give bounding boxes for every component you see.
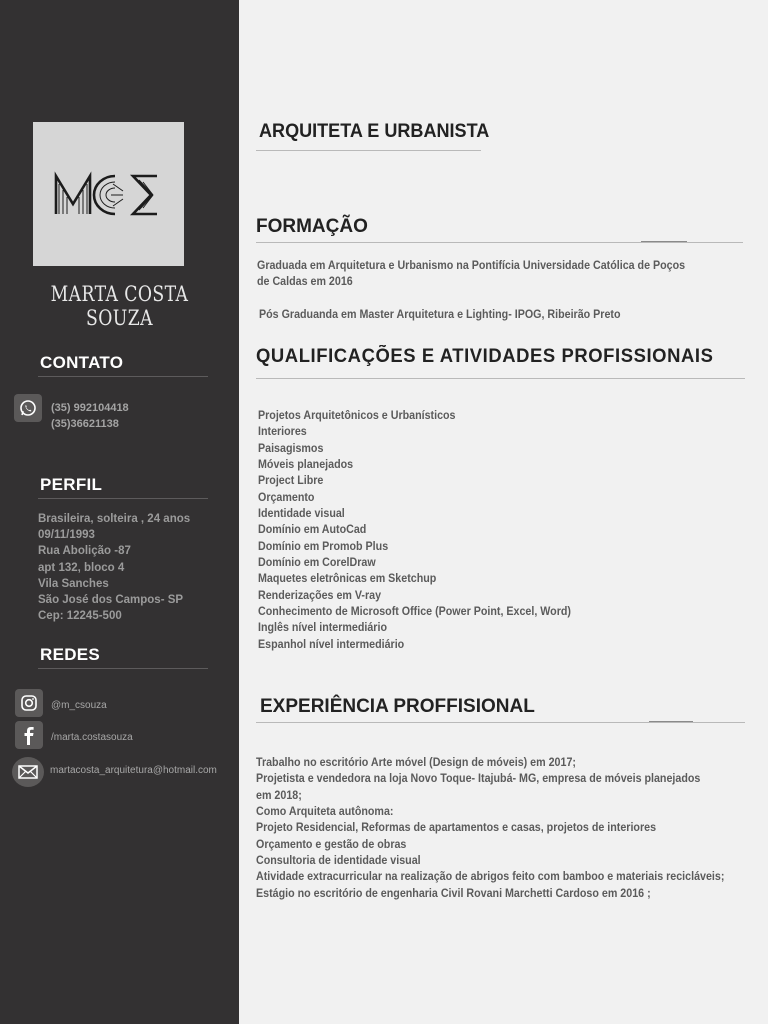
phone-number: (35) 992104418 [51, 402, 129, 414]
person-name: MARTA COSTA SOUZA [50, 282, 189, 330]
social-heading: REDES [40, 645, 101, 664]
facebook-icon[interactable] [15, 721, 43, 749]
envelope-icon[interactable] [12, 757, 44, 787]
education-divider [256, 242, 743, 243]
education-text [257, 258, 685, 291]
profile-line: Vila Sanches [38, 577, 109, 590]
list-item: Domínio em Promob Plus [258, 540, 389, 553]
profile-line: Brasileira, solteira , 24 anos [38, 513, 191, 525]
list-item: Identidade visual [258, 508, 345, 521]
sidebar [0, 0, 239, 1024]
education-divider-accent [641, 241, 687, 242]
education-line: de Caldas em 2016 [257, 276, 353, 289]
logo [33, 122, 184, 266]
experience-line: Consultoria de identidade visual [256, 855, 421, 868]
experience-line: Orçamento e gestão de obras [256, 838, 407, 851]
experience-divider [256, 722, 745, 723]
social-divider [38, 668, 208, 669]
list-item: Project Libre [258, 475, 324, 488]
profile-heading: PERFIL [40, 475, 103, 494]
profile-line: Rua Abolição -87 [38, 545, 131, 558]
postgrad-line: Pós Graduanda em Master Arquitetura e Lighting- IPOG, Ribeirão Preto [259, 309, 621, 321]
list-item: Renderizações em V-ray [258, 589, 382, 602]
experience-line: Trabalho no escritório Arte móvel (Design de móveis) em 2017; [256, 757, 576, 769]
experience-line: Projetista e vendedora na loja Novo Toque- Itajubá- MG, empresa de móveis planejados [256, 773, 701, 786]
education-line: Graduada em Arquitetura e Urbanismo na Pontifícia Universidade Católica de Poços [257, 260, 686, 272]
list-item: Móveis planejados [258, 459, 354, 472]
contact-divider [38, 376, 208, 377]
list-item: Domínio em AutoCad [258, 524, 367, 537]
page-title: ARQUITETA E URBANISTA [259, 121, 490, 142]
list-item: Inglês nível intermediário [258, 622, 387, 635]
main-content [239, 0, 768, 1024]
profile-line: 09/11/1993 [38, 529, 95, 542]
email-address[interactable]: martacosta_arquitetura@hotmail.com [50, 765, 217, 776]
list-item: Domínio em CorelDraw [258, 557, 376, 570]
mcs-monogram-logo [53, 170, 165, 216]
instagram-icon[interactable] [15, 689, 43, 717]
contact-heading: CONTATO [40, 353, 124, 372]
list-item: Interiores [258, 426, 307, 439]
experience-line: Como Arquiteta autônoma: [256, 806, 394, 819]
experience-line: Projeto Residencial, Reformas de apartamentos e casas, projetos de interiores [256, 822, 657, 835]
list-item: Projetos Arquitetônicos e Urbanísticos [258, 410, 456, 422]
instagram-handle[interactable]: @m_csouza [51, 700, 107, 711]
profile-details [38, 511, 190, 624]
qualifications-divider [256, 378, 745, 379]
experience-line: Estágio no escritório de engenharia Civil Rovani Marchetti Cardoso em 2016 ; [256, 887, 651, 900]
list-item: Orçamento [258, 491, 315, 504]
phone-number: (35)36621138 [51, 418, 119, 431]
profile-divider [38, 498, 208, 499]
facebook-handle[interactable]: /marta.costasouza [51, 732, 133, 743]
list-item: Maquetes eletrônicas em Sketchup [258, 573, 437, 586]
list-item: Espanhol nível intermediário [258, 638, 405, 651]
title-divider [256, 150, 481, 151]
profile-line: apt 132, bloco 4 [38, 561, 125, 574]
education-heading: FORMAÇÃO [256, 216, 368, 237]
experience-text [256, 755, 724, 902]
phone-list [51, 400, 129, 432]
list-item: Paisagismos [258, 442, 324, 455]
experience-line: em 2018; [256, 789, 302, 802]
experience-divider-accent [649, 721, 693, 722]
profile-line: Cep: 12245-500 [38, 610, 122, 623]
profile-line: São José dos Campos- SP [38, 594, 184, 607]
qualifications-heading: QUALIFICAÇÕES E ATIVIDADES PROFISSIONAIS [256, 346, 714, 367]
experience-line: Atividade extracurricular na realização de abrigos feito com bamboo e materiais recicláveis; [256, 871, 725, 884]
whatsapp-icon [14, 394, 42, 422]
list-item: Conhecimento de Microsoft Office (Power Point, Excel, Word) [258, 606, 571, 619]
experience-heading: EXPERIÊNCIA PROFFISIONAL [260, 696, 535, 717]
qualifications-list [258, 408, 571, 653]
